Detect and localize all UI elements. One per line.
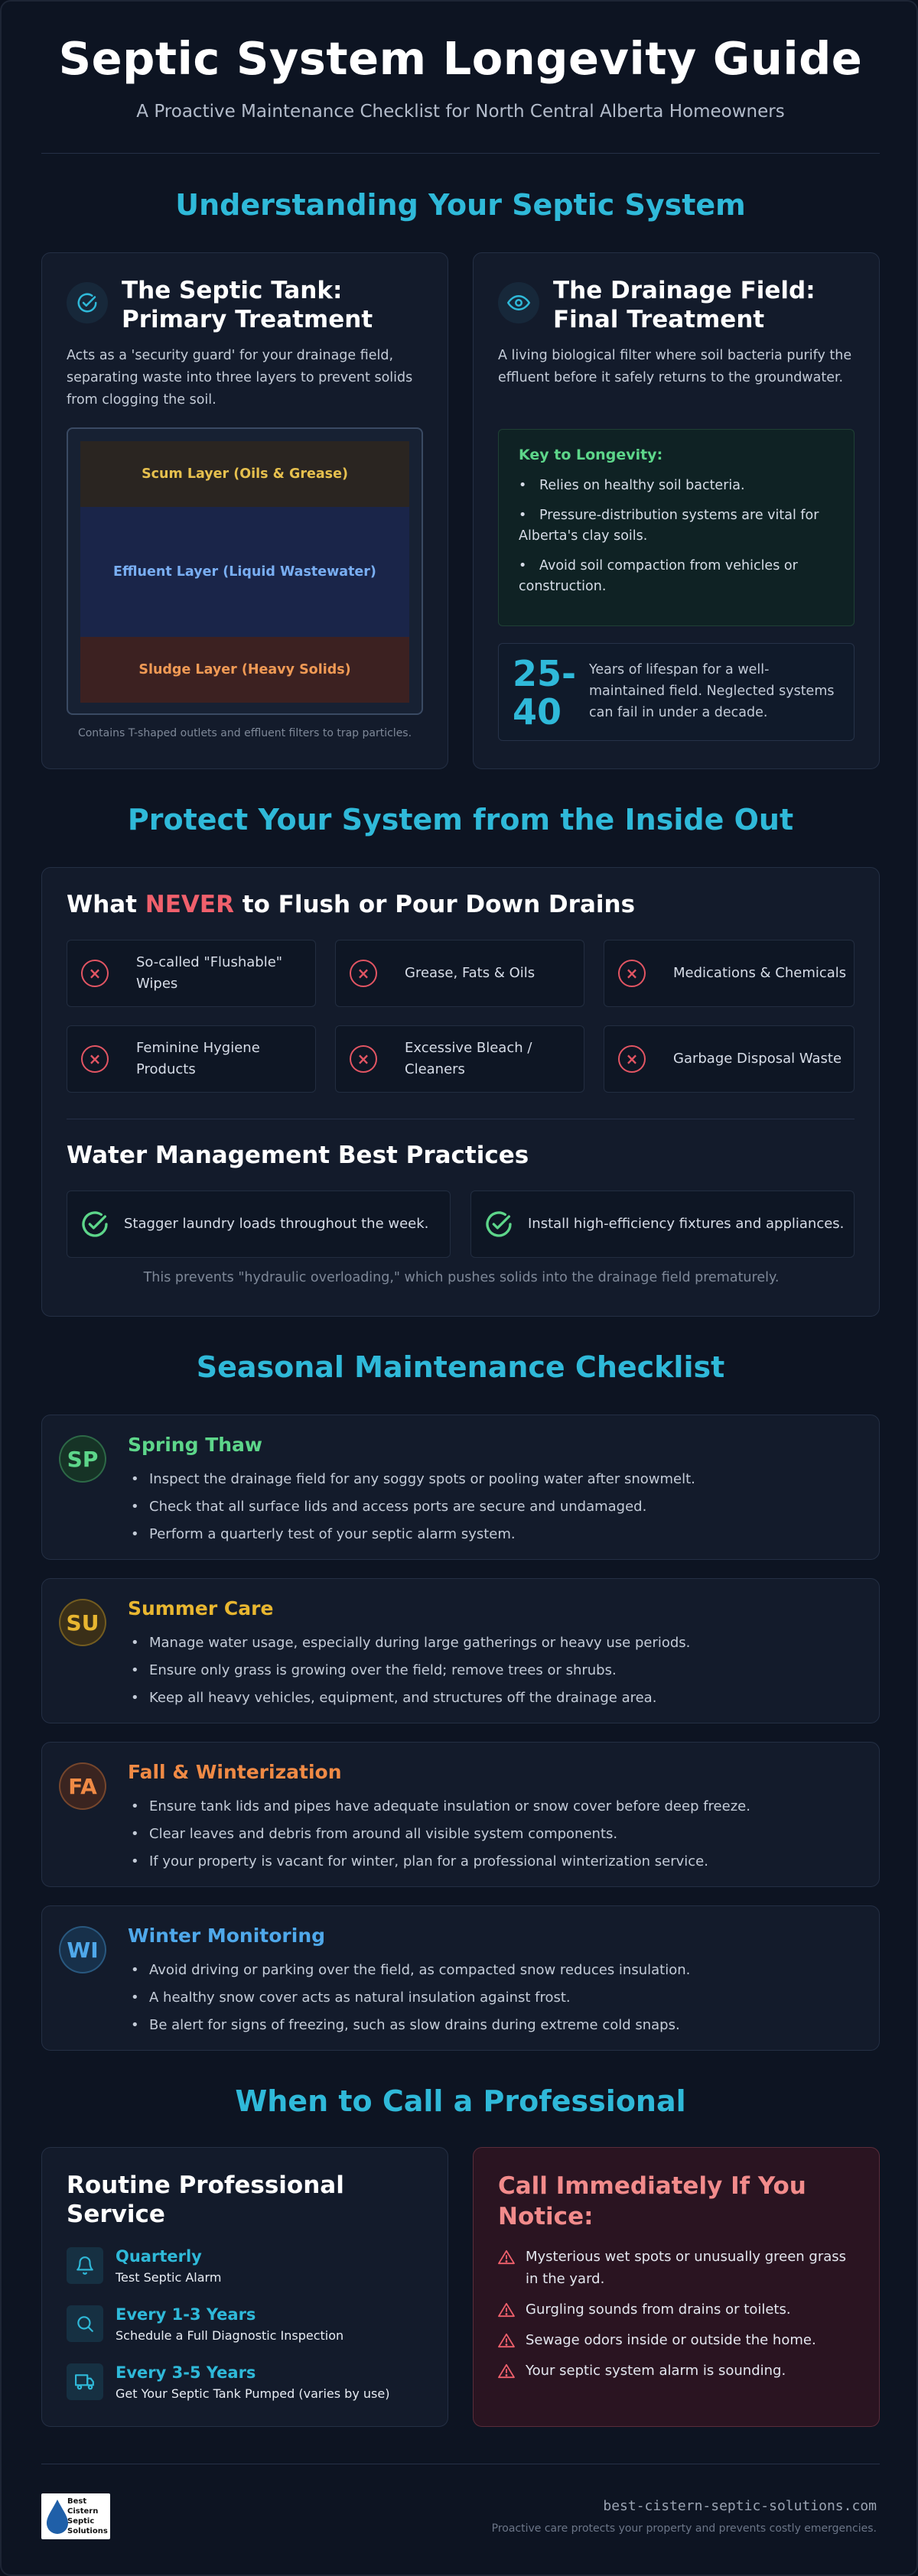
- key-to-longevity-title: Key to Longevity:: [519, 447, 663, 463]
- call-immediately-card: [473, 2147, 880, 2427]
- list-item: • Manage water usage, especially during large gatherings or heavy use periods.: [128, 1629, 690, 1657]
- never-word: NEVER: [145, 891, 234, 918]
- routine-item-when: Every 3-5 Years: [116, 2363, 256, 2382]
- routine-item-what: Test Septic Alarm: [116, 2270, 222, 2285]
- footer-tagline: Proactive care protects your property and prevents costly emergencies.: [491, 2522, 877, 2535]
- season-checklist: [128, 1957, 690, 2039]
- section-title-protect: Protect Your System from the Inside Out: [127, 803, 794, 836]
- list-item: • Perform a quarterly test of your septic alarm system.: [128, 1521, 695, 1548]
- season-checklist: [128, 1466, 695, 1548]
- warning-item: Mysterious wet spots or unusually green grass in the yard.: [498, 2246, 858, 2290]
- never-item: [335, 1025, 584, 1093]
- season-title: Summer Care: [128, 1597, 274, 1619]
- drainage-field-description: A living biological filter where soil bacteria purify the effluent before it safely returns to the groundwater.: [498, 348, 852, 385]
- water-practice-item: [67, 1191, 451, 1258]
- protect-card: [41, 867, 880, 1317]
- septic-tank-description: Acts as a 'security guard' for your drainage field, separating waste into three layers to prevent solids from clogging the soil.: [67, 348, 413, 408]
- list-item: • Check that all surface lids and access ports are secure and undamaged.: [128, 1493, 695, 1521]
- drainage-field-title-line2: Final Treatment: [553, 306, 765, 333]
- list-item: • Relies on healthy soil bacteria.: [519, 478, 745, 493]
- drainage-field-title: [553, 276, 815, 334]
- list-item: • Be alert for signs of freezing, such as slow drains during extreme cold snaps.: [128, 2012, 690, 2039]
- call-immediately-title: [498, 2171, 806, 2232]
- season-title: Winter Monitoring: [128, 1925, 326, 1947]
- check-circle-icon: [483, 1209, 514, 1239]
- key-to-longevity-list: [519, 476, 840, 606]
- season-checklist: [128, 1793, 750, 1876]
- season-card: [41, 1415, 880, 1560]
- routine-item-what: Get Your Septic Tank Pumped (varies by use): [116, 2386, 390, 2401]
- routine-item-what: Schedule a Full Diagnostic Inspection: [116, 2328, 344, 2343]
- list-item: • A healthy snow cover acts as natural insulation against frost.: [128, 1984, 690, 2012]
- season-badge: FA: [59, 1762, 106, 1810]
- section-title-professional: When to Call a Professional: [235, 2084, 686, 2118]
- season-badge: WI: [59, 1926, 106, 1973]
- call-immediately-title-line1: Call Immediately If You: [498, 2172, 806, 2200]
- routine-item-when: Every 1-3 Years: [116, 2305, 256, 2324]
- drainage-field-card: [473, 252, 880, 769]
- water-practice-label: Install high-efficiency fixtures and appliances.: [528, 1216, 845, 1232]
- never-flush-heading: What NEVER to Flush or Pour Down Drains: [67, 891, 636, 918]
- page-subtitle: A Proactive Maintenance Checklist for North Central Alberta Homeowners: [136, 102, 785, 122]
- never-item-label: Garbage Disposal Waste: [673, 1051, 842, 1067]
- list-item: • Inspect the drainage field for any soggy spots or pooling water after snowmelt.: [128, 1466, 695, 1493]
- list-item: • Ensure only grass is growing over the field; remove trees or shrubs.: [128, 1657, 690, 1684]
- call-immediately-title-line2: Notice:: [498, 2203, 594, 2230]
- routine-service-card: [41, 2147, 448, 2427]
- never-item-label: Medications & Chemicals: [673, 965, 847, 981]
- lifespan-stat-text: Years of lifespan for a well-maintained field. Neglected systems can fail in under a decade.: [589, 662, 835, 720]
- season-card: [41, 1905, 880, 2051]
- warning-triangle-icon: [498, 2333, 515, 2348]
- x-circle-icon: ×: [350, 1045, 377, 1073]
- season-title: Fall & Winterization: [128, 1761, 342, 1783]
- never-item-label: Feminine Hygiene Products: [136, 1040, 260, 1077]
- x-circle-icon: ×: [618, 960, 646, 987]
- list-item: • Keep all heavy vehicles, equipment, and structures off the drainage area.: [128, 1684, 690, 1712]
- septic-tank-title-line1: The Septic Tank:: [122, 277, 343, 304]
- x-circle-icon: ×: [350, 960, 377, 987]
- hydraulic-overloading-note: This prevents "hydraulic overloading," which pushes solids into the drainage field prematurely.: [143, 1270, 780, 1285]
- season-title: Spring Thaw: [128, 1434, 263, 1456]
- truck-icon: [67, 2363, 103, 2400]
- sludge-layer: Sludge Layer (Heavy Solids): [80, 637, 409, 703]
- list-item: • Ensure tank lids and pipes have adequate insulation or snow cover before deep freeze.: [128, 1793, 750, 1821]
- bell-icon: [67, 2247, 103, 2284]
- routine-service-title-line2: Service: [67, 2201, 165, 2228]
- water-drop-icon: [44, 2498, 70, 2536]
- season-card: [41, 1742, 880, 1887]
- page-title: Septic System Longevity Guide: [58, 32, 863, 85]
- septic-tank-card: [41, 252, 448, 769]
- water-management-heading: Water Management Best Practices: [67, 1142, 529, 1169]
- water-practice-label: Stagger laundry loads throughout the week.: [124, 1216, 429, 1232]
- warning-item: Your septic system alarm is sounding.: [498, 2360, 858, 2382]
- routine-item: [67, 2363, 426, 2409]
- warning-triangle-icon: [498, 2363, 515, 2379]
- water-practice-item: [470, 1191, 855, 1258]
- list-item: • Clear leaves and debris from around all visible system components.: [128, 1821, 750, 1848]
- never-item: [67, 1025, 316, 1093]
- key-to-longevity-box: [498, 429, 855, 626]
- never-item-label: Grease, Fats & Oils: [405, 965, 536, 981]
- list-item: • Avoid soil compaction from vehicles or construction.: [519, 558, 798, 594]
- x-circle-icon: ×: [81, 960, 109, 987]
- eye-icon: [498, 282, 539, 323]
- company-logo: [41, 2493, 110, 2539]
- section-title-seasonal: Seasonal Maintenance Checklist: [196, 1350, 725, 1384]
- routine-item: [67, 2247, 426, 2293]
- never-item-label: So-called "Flushable" Wipes: [136, 954, 283, 992]
- check-badge-icon: [67, 282, 108, 323]
- section-title-understanding: Understanding Your Septic System: [175, 188, 746, 222]
- routine-service-title: [67, 2171, 344, 2229]
- warning-triangle-icon: [498, 2302, 515, 2318]
- season-badge: SP: [59, 1435, 106, 1483]
- x-circle-icon: ×: [81, 1045, 109, 1073]
- x-circle-icon: ×: [618, 1045, 646, 1073]
- page-header: [2, 32, 918, 122]
- lifespan-stat-box: [498, 643, 855, 741]
- warning-item: Sewage odors inside or outside the home.: [498, 2329, 858, 2351]
- list-item: • If your property is vacant for winter, plan for a professional winterization service.: [128, 1848, 750, 1876]
- routine-item-when: Quarterly: [116, 2247, 202, 2266]
- never-item: [67, 940, 316, 1007]
- drainage-field-title-line1: The Drainage Field:: [553, 277, 815, 304]
- logo-text: Best Cistern Septic Solutions: [67, 2497, 108, 2535]
- routine-service-title-line1: Routine Professional: [67, 2172, 344, 2199]
- septic-tank-title-line2: Primary Treatment: [122, 306, 373, 333]
- septic-tank-title: [122, 276, 373, 334]
- season-checklist: [128, 1629, 690, 1712]
- warning-item: Gurgling sounds from drains or toilets.: [498, 2298, 858, 2321]
- header-divider: [41, 153, 880, 154]
- tank-layers-note: Contains T-shaped outlets and effluent filters to trap particles.: [77, 727, 412, 739]
- search-icon: [67, 2305, 103, 2342]
- check-circle-icon: [80, 1209, 110, 1239]
- routine-item: [67, 2305, 426, 2351]
- never-item: [604, 940, 855, 1007]
- never-item-label: Excessive Bleach / Cleaners: [405, 1040, 532, 1077]
- season-card: [41, 1578, 880, 1723]
- scum-layer: Scum Layer (Oils & Grease): [80, 441, 409, 507]
- lifespan-stat-number: 25- 40: [513, 653, 577, 733]
- list-item: • Pressure-distribution systems are vital for Alberta's clay soils.: [519, 508, 819, 544]
- never-item: [335, 940, 584, 1007]
- effluent-layer: Effluent Layer (Liquid Wastewater): [80, 507, 409, 637]
- never-item: [604, 1025, 855, 1093]
- warning-triangle-icon: [498, 2250, 515, 2265]
- warning-sign-list: [498, 2246, 858, 2390]
- tank-layers-diagram: [67, 427, 423, 715]
- list-item: • Avoid driving or parking over the field, as compacted snow reduces insulation.: [128, 1957, 690, 1984]
- footer-url[interactable]: best-cistern-septic-solutions.com: [603, 2498, 877, 2514]
- season-badge: SU: [59, 1599, 106, 1646]
